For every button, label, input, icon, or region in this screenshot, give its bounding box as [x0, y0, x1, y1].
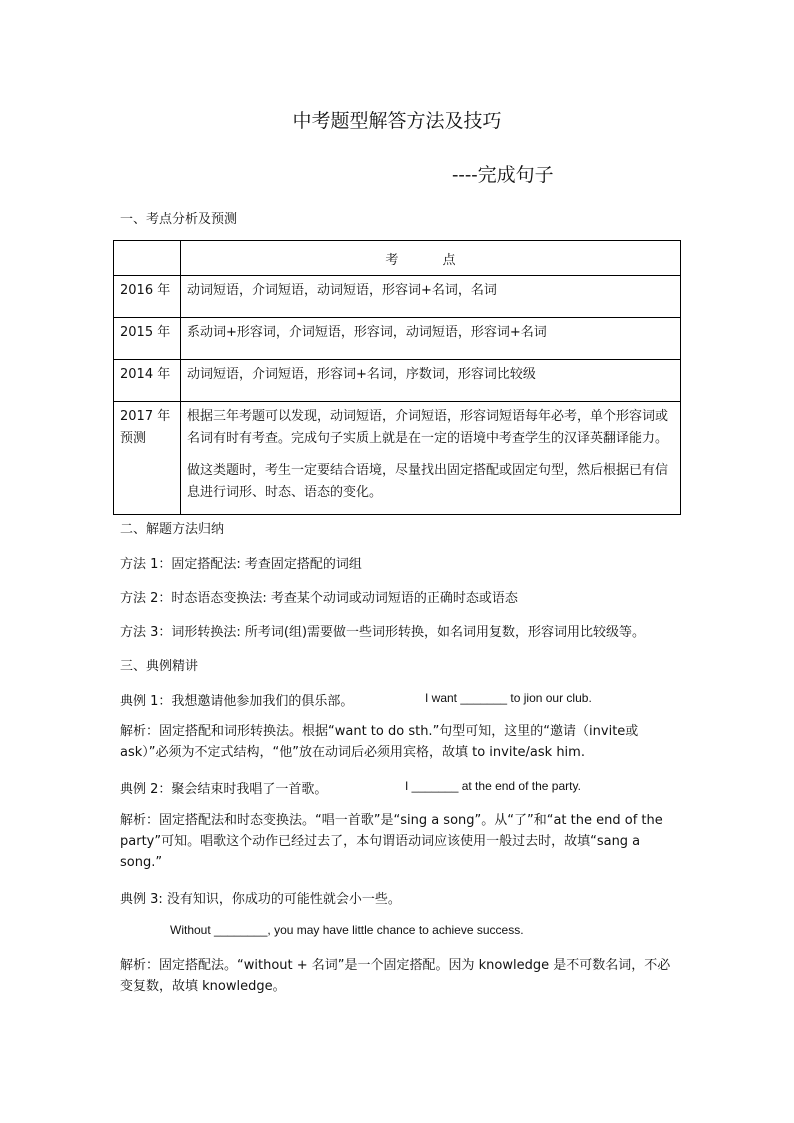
example-1-english: I want _______ to jion our club. — [425, 691, 592, 705]
example-2-chinese: 典例 2：聚会结束时我唱了一首歌。 — [120, 782, 328, 797]
forecast-paragraph-2: 做这类题时，考生一定要结合语境，尽量找出固定搭配或固定句型，然后根据已有信息进行词形、时态、语态的变化。 — [187, 463, 669, 500]
table-cell-year: 2016 年 — [114, 276, 181, 318]
exam-points-table — [113, 240, 681, 515]
method-item: 方法 2：时态语态变换法: 考查某个动词或动词短语的正确时态或语态 — [120, 591, 518, 606]
table-row — [114, 276, 681, 318]
table-cell-year: 2015 年 — [114, 318, 181, 360]
example-3-chinese: 典例 3: 没有知识，你成功的可能性就会小一些。 — [120, 892, 401, 907]
table-row — [114, 360, 681, 402]
section-heading-examples: 三、典例精讲 — [120, 659, 199, 674]
example-3-analysis: 解析：固定搭配法。“without + 名词”是一个固定搭配。因为 knowledge 是不可数名词，不必变复数，故填 knowledge。 — [120, 958, 671, 994]
section-heading-methods: 二、解题方法归纳 — [120, 522, 225, 537]
forecast-paragraph-1: 根据三年考题可以发现，动词短语，介词短语，形容词短语每年必考，单个形容词或名词有时有考查。完成句子实质上就是在一定的语境中考查学生的汉译英翻译能力。 — [187, 409, 669, 446]
method-item: 方法 1：固定搭配法: 考查固定搭配的词组 — [120, 557, 362, 572]
method-item: 方法 3：词形转换法: 所考词(组)需要做一些词形转换，如名词用复数，形容词用比较级等。 — [120, 625, 646, 640]
table-cell-content: 系动词+形容词，介词短语，形容词，动词短语，形容词+名词 — [181, 318, 681, 360]
example-1-analysis: 解析：固定搭配和词形转换法。根据“want to do sth.”句型可知，这里的“邀请（invite或ask）”必须为不定式结构，“他”放在动词后必须用宾格，故填 to invite/ask him. — [120, 724, 639, 760]
example-1-chinese: 典例 1：我想邀请他参加我们的俱乐部。 — [120, 694, 354, 709]
section-heading-analysis: 一、考点分析及预测 — [120, 212, 238, 227]
table-header-cell: 考 点 — [181, 241, 681, 276]
table-cell-content: 动词短语，介词短语，动词短语，形容词+名词，名词 — [181, 276, 681, 318]
table-cell-forecast — [181, 402, 681, 515]
example-2-analysis: 解析：固定搭配法和时态变换法。“唱一首歌”是“sing a song”。从“了”和“at the end of the party”可知。唱歌这个动作已经过去了，本句谓语动词应该使用一般过去时，故填“sang a song.” — [120, 813, 663, 870]
page-subtitle: ----完成句子 — [452, 164, 554, 186]
example-2-english: I _______ at the end of the party. — [405, 779, 581, 793]
table-cell-year: 2017 年 预测 — [114, 402, 181, 515]
table-row — [114, 318, 681, 360]
table-header-row — [114, 241, 681, 276]
table-cell-content: 动词短语，介词短语，形容词+名词，序数词，形容词比较级 — [181, 360, 681, 402]
table-header-empty-cell — [114, 241, 181, 276]
table-row-forecast — [114, 402, 681, 515]
page-title: 中考题型解答方法及技巧 — [292, 110, 502, 132]
table-cell-year: 2014 年 — [114, 360, 181, 402]
example-3-english: Without ________, you may have little chance to achieve success. — [170, 923, 524, 937]
